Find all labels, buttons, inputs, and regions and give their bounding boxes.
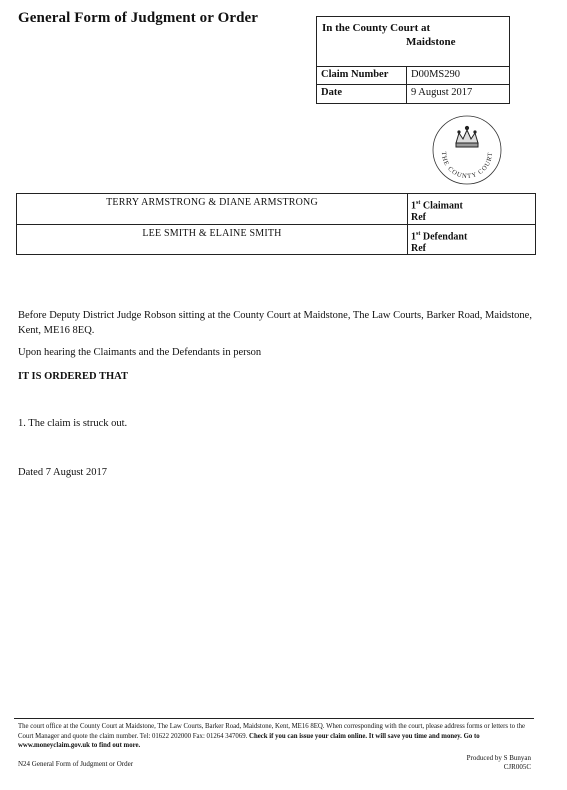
date-label: Date bbox=[317, 85, 407, 103]
defendant-role bbox=[408, 225, 467, 255]
footer-divider bbox=[14, 718, 534, 719]
crown-icon bbox=[456, 126, 478, 147]
page-title: General Form of Judgment or Order bbox=[18, 10, 259, 26]
before-judge-paragraph: Before Deputy District Judge Robson sitting at the County Court at Maidstone, The Law Courts, Barker Road, Maidstone, Kent, ME16 8EQ. bbox=[18, 310, 532, 336]
claim-number-label: Claim Number bbox=[317, 67, 407, 84]
defendant-role-label: Defendant bbox=[422, 231, 468, 243]
court-details-box bbox=[316, 16, 510, 104]
hearing-paragraph: Upon hearing the Claimants and the Defendants in person bbox=[18, 347, 262, 358]
defendant-names: LEE SMITH & ELAINE SMITH bbox=[17, 225, 408, 255]
claimant-names: TERRY ARMSTRONG & DIANE ARMSTRONG bbox=[17, 194, 408, 224]
claimant-ref-label: Ref bbox=[411, 212, 426, 224]
produced-by: Produced by S Bunyan bbox=[466, 754, 531, 762]
dated-line: Dated 7 August 2017 bbox=[18, 467, 107, 478]
claimant-role bbox=[408, 194, 463, 224]
svg-text:THE COUNTY COURT bbox=[440, 151, 494, 180]
footer-note-text: The court office at the County Court at Maidstone, The Law Courts, Barker Road, Maidstone, Kent, ME16 8EQ. When corresponding with the court, please address forms or letters to the Court Manager and quote the claim number. Tel: 01622 202000 Fax: 01264 347069. bbox=[18, 723, 526, 740]
ordered-heading: IT IS ORDERED THAT bbox=[18, 371, 128, 382]
claim-number-row bbox=[317, 67, 509, 85]
footer-note-online: Check if you can issue your claim online. It will save you time and money. Go to www.moneyclaim.gov.uk to find out more. bbox=[18, 732, 480, 749]
seal-text: THE COUNTY COURT bbox=[439, 151, 495, 181]
defendant-ordinal-suffix: st bbox=[416, 231, 421, 237]
date-row bbox=[317, 85, 509, 103]
party-row-claimant bbox=[17, 194, 535, 225]
date-value: 9 August 2017 bbox=[411, 87, 473, 98]
court-name-line1: In the County Court at bbox=[322, 22, 431, 34]
footer-note bbox=[18, 722, 534, 751]
defendant-ordinal: 1 bbox=[411, 231, 416, 243]
claim-number-value: D00MS290 bbox=[411, 69, 461, 80]
party-row-defendant bbox=[17, 225, 535, 255]
defendant-ref-label: Ref bbox=[411, 243, 426, 255]
claimant-ordinal-suffix: st bbox=[416, 200, 421, 206]
produced-by-block bbox=[467, 754, 531, 772]
parties-table bbox=[16, 193, 536, 255]
claimant-role-label: Claimant bbox=[422, 200, 463, 212]
court-name-line2: Maidstone bbox=[406, 36, 456, 48]
court-name bbox=[317, 17, 509, 67]
claimant-ordinal: 1 bbox=[411, 200, 416, 212]
ref-code: CJR005C bbox=[503, 763, 531, 771]
form-code: N24 General Form of Judgment or Order bbox=[18, 760, 134, 768]
order-item-1: 1. The claim is struck out. bbox=[18, 418, 128, 429]
court-seal bbox=[430, 113, 504, 187]
